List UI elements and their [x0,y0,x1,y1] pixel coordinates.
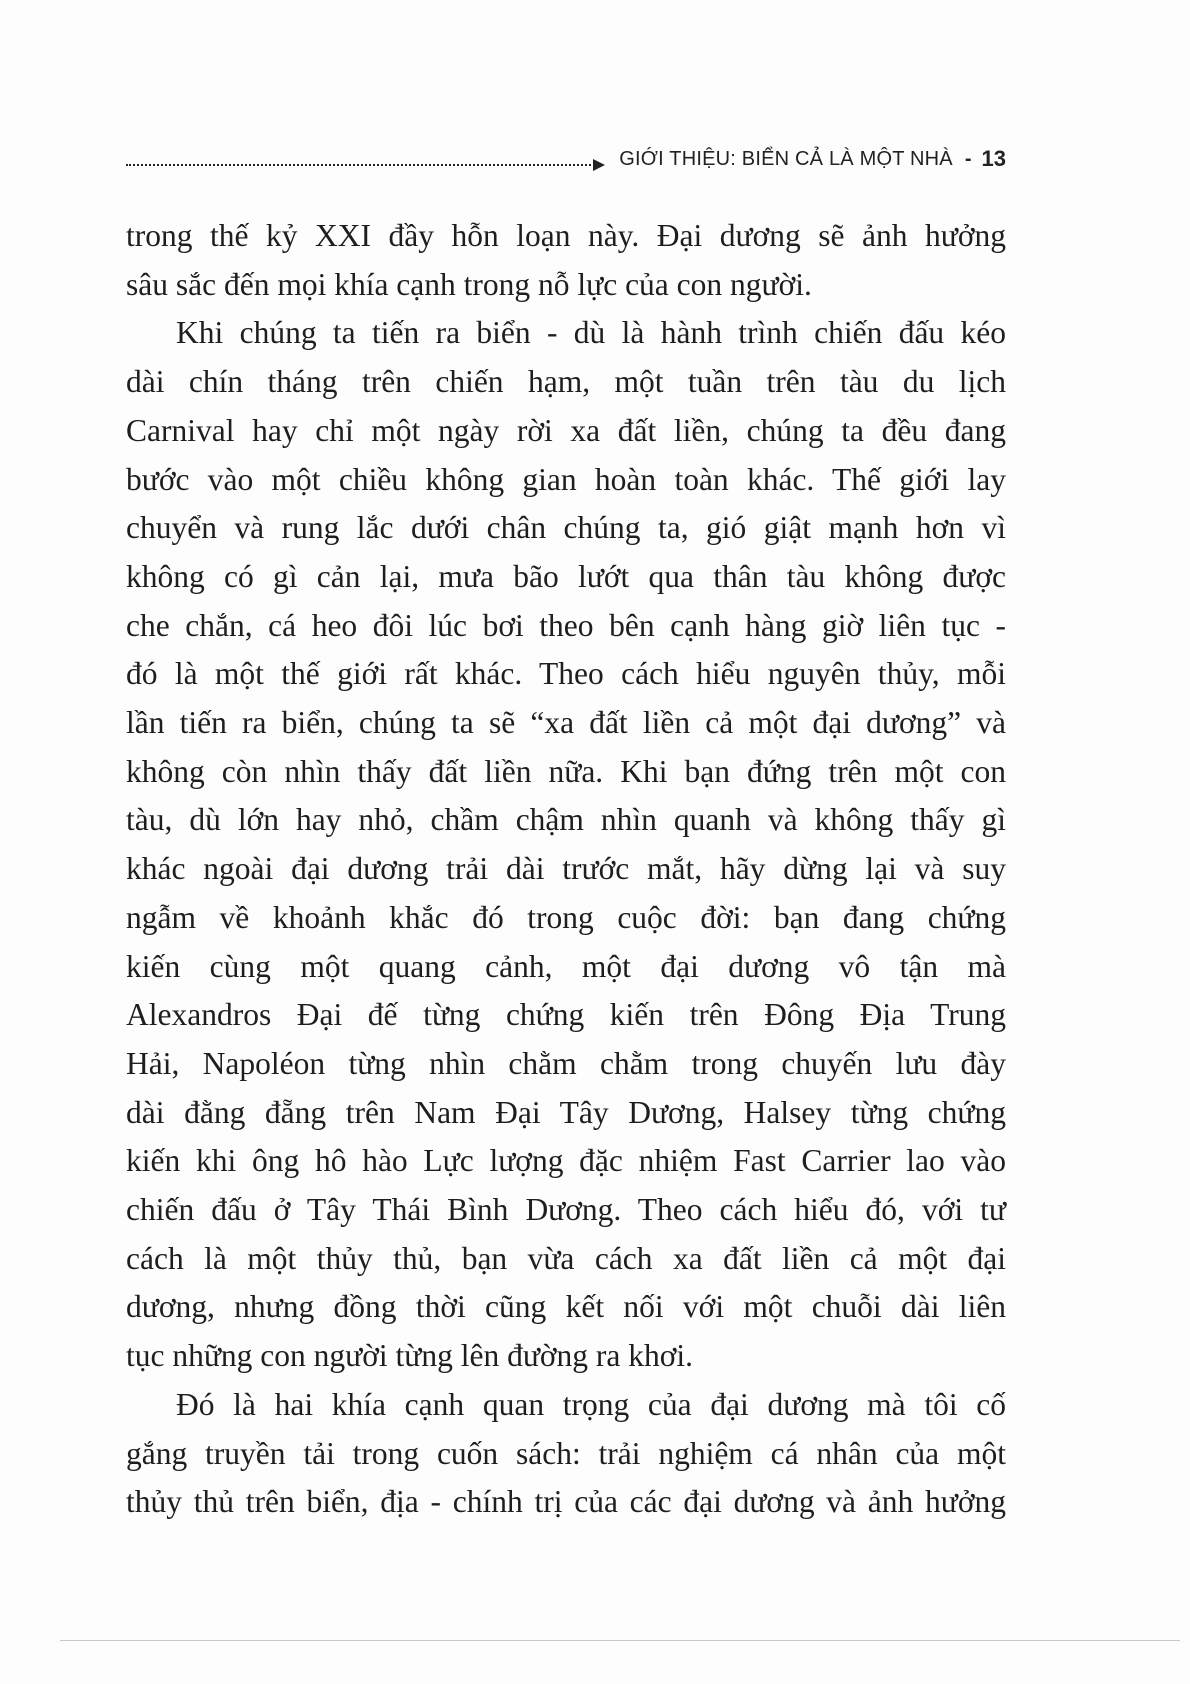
text-line: tục những con người từng lên đường ra khơi. [126,1338,694,1374]
text-line: đó là một thế giới rất khác. Theo cách hiểu nguyên thủy, mỗi [126,656,1006,692]
text-line: gắng truyền tải trong cuốn sách: trải nghiệm cá nhân của một [126,1435,1006,1471]
text-line: Khi chúng ta tiến ra biển - dù là hành trình chiến đấu kéo [176,315,1006,351]
header-separator: - [964,147,972,170]
text-line: chiến đấu ở Tây Thái Bình Dương. Theo cách hiểu đó, với tư [126,1192,1006,1228]
text-line: Hải, Napoléon từng nhìn chằm chằm trong chuyến lưu đày [126,1045,1006,1081]
text-line: sâu sắc đến mọi khía cạnh trong nỗ lực của con người. [126,266,812,302]
text-line: không còn nhìn thấy đất liền nữa. Khi bạn đứng trên một con [126,753,1006,789]
running-header [126,142,1006,176]
text-line: Đó là hai khía cạnh quan trọng của đại dương mà tôi cố [176,1386,1006,1422]
arrow-right-icon [593,159,605,171]
text-line: bước vào một chiều không gian hoàn toàn khác. Thế giới lay [126,461,1006,497]
text-line: kiến cùng một quang cảnh, một đại dương vô tận mà [126,948,1006,984]
page-number: 13 [981,146,1006,171]
chapter-title: GIỚI THIỆU: BIỂN CẢ LÀ MỘT NHÀ [619,147,953,170]
text-line: không có gì cản lại, mưa bão lướt qua thân tàu không được [126,558,1006,594]
text-line: dài đằng đẵng trên Nam Đại Tây Dương, Halsey từng chứng [126,1094,1006,1130]
text-line: lần tiến ra biển, chúng ta sẽ “xa đất liền cả một đại dương” và [126,705,1006,741]
text-line: chuyển và rung lắc dưới chân chúng ta, gió giật mạnh hơn vì [126,510,1006,546]
text-line: thủy thủ trên biển, địa - chính trị của các đại dương và ảnh hưởng [126,1484,1006,1520]
text-line: Carnival hay chỉ một ngày rời xa đất liền, chúng ta đều đang [126,412,1006,448]
text-line: kiến khi ông hô hào Lực lượng đặc nhiệm Fast Carrier lao vào [126,1143,1006,1179]
text-line: che chắn, cá heo đôi lúc bơi theo bên cạnh hàng giờ liên tục - [126,607,1006,643]
dotted-leader [126,164,591,166]
text-line: tàu, dù lớn hay nhỏ, chầm chậm nhìn quanh và không thấy gì [126,802,1006,838]
text-line: ngẫm về khoảnh khắc đó trong cuộc đời: bạn đang chứng [126,899,1006,935]
page-edge-rule [60,1640,1180,1641]
text-line: trong thế kỷ XXI đầy hỗn loạn này. Đại dương sẽ ảnh hưởng [126,218,1006,253]
text-line: cách là một thủy thủ, bạn vừa cách xa đất liền cả một đại [126,1240,1006,1276]
text-line: dài chín tháng trên chiến hạm, một tuần trên tàu du lịch [126,364,1006,400]
body-text [126,212,1006,1527]
text-line: dương, nhưng đồng thời cũng kết nối với một chuỗi dài liên [126,1289,1006,1325]
text-line: khác ngoài đại dương trải dài trước mắt, hãy dừng lại và suy [126,851,1006,887]
text-line: Alexandros Đại đế từng chứng kiến trên Đông Địa Trung [126,997,1006,1033]
